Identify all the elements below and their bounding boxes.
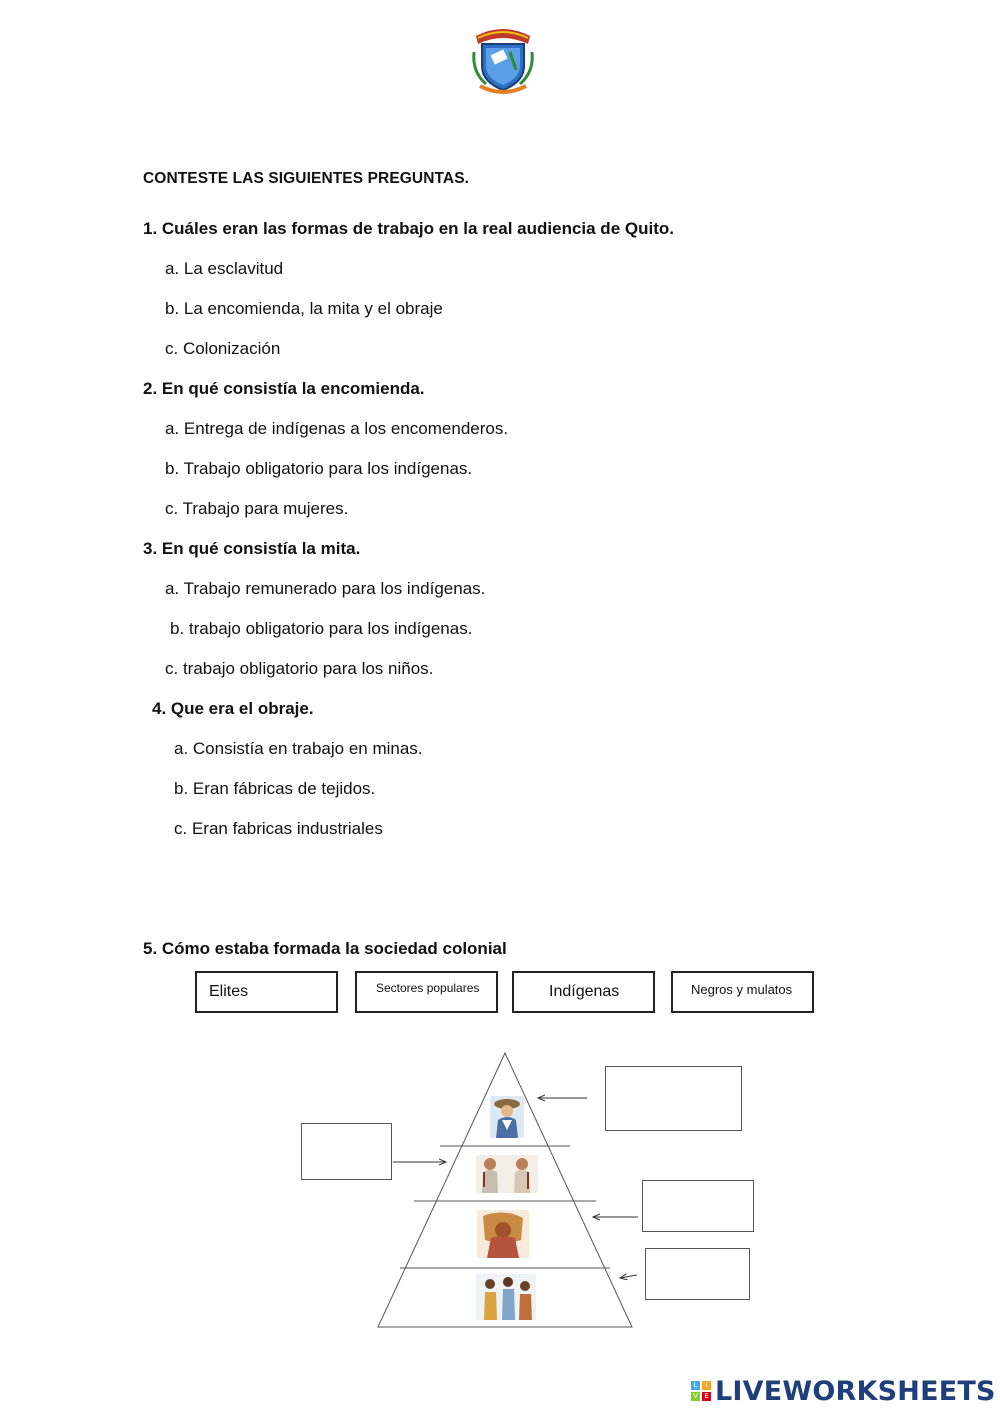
word-bank-label: Negros y mulatos: [691, 982, 793, 997]
school-crest-logo: [470, 22, 536, 96]
answer-box-third-level[interactable]: [642, 1180, 754, 1232]
elite-person-illustration: [490, 1096, 524, 1138]
liveworksheets-logo-icon: L I V E: [690, 1380, 712, 1402]
answer-box-second-level[interactable]: [301, 1123, 392, 1180]
answer-box-top-level[interactable]: [605, 1066, 742, 1131]
question-2-option-a[interactable]: a. Entrega de indígenas a los encomenderos.: [165, 419, 509, 438]
question-3-option-c[interactable]: c. trabajo obligatorio para los niños.: [165, 659, 434, 678]
question-2-title: 2. En qué consistía la encomienda.: [143, 379, 425, 398]
word-bank-label: Sectores populares: [376, 981, 480, 995]
question-4-option-c[interactable]: c. Eran fabricas industriales: [174, 819, 383, 838]
question-3-title: 3. En qué consistía la mita.: [143, 539, 361, 558]
word-bank-negros-mulatos[interactable]: [671, 971, 814, 1013]
word-bank-label: Indígenas: [549, 983, 620, 1000]
question-1-option-b[interactable]: b. La encomienda, la mita y el obraje: [165, 299, 443, 318]
question-2-option-b[interactable]: b. Trabajo obligatorio para los indígenas.: [165, 459, 473, 478]
indigenous-illustration: [477, 1210, 529, 1258]
word-bank-label: Elites: [209, 983, 249, 1000]
word-bank-sectores-populares[interactable]: [355, 971, 498, 1013]
liveworksheets-brand: [690, 1374, 996, 1408]
question-4-option-b[interactable]: b. Eran fábricas de tejidos.: [174, 779, 376, 798]
question-3-option-a[interactable]: a. Trabajo remunerado para los indígenas.: [165, 579, 486, 598]
answer-box-bottom-level[interactable]: [645, 1248, 750, 1300]
question-2-option-c[interactable]: c. Trabajo para mujeres.: [165, 499, 349, 518]
word-bank-indigenas[interactable]: [512, 971, 655, 1013]
question-5-title: 5. Cómo estaba formada la sociedad colonial: [143, 939, 507, 958]
black-mulatto-illustration: [476, 1274, 536, 1320]
question-4-title: 4. Que era el obraje.: [152, 699, 314, 718]
question-3-option-b[interactable]: b. trabajo obligatorio para los indígenas.: [170, 619, 473, 638]
brand-name: LIVEWORKSHEETS: [715, 1375, 996, 1407]
word-bank-elites[interactable]: [195, 971, 338, 1013]
question-4-option-a[interactable]: a. Consistía en trabajo en minas.: [174, 739, 423, 758]
instructions-heading: CONTESTE LAS SIGUIENTES PREGUNTAS.: [143, 170, 470, 187]
question-1-option-a[interactable]: a. La esclavitud: [165, 259, 284, 278]
question-1-title: 1. Cuáles eran las formas de trabajo en la real audiencia de Quito.: [143, 219, 674, 238]
question-1-option-c[interactable]: c. Colonización: [165, 339, 281, 358]
popular-sectors-illustration: [476, 1155, 538, 1193]
